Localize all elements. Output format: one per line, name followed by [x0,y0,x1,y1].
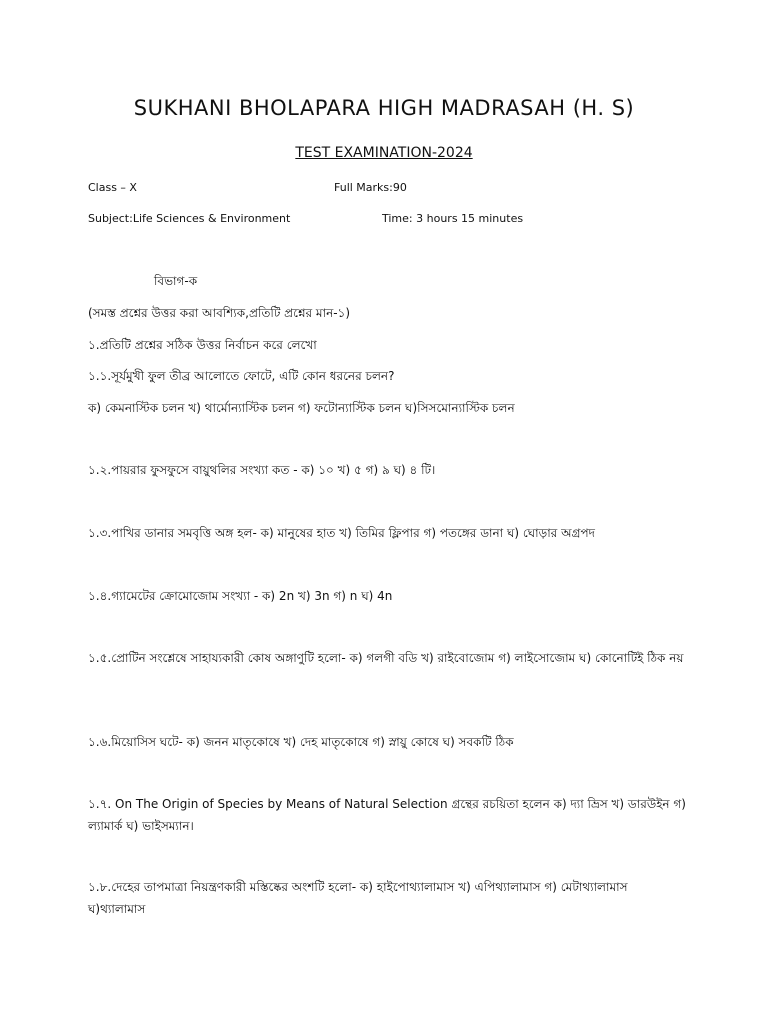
question-1-1-options: ক) কেমনাস্টিক চলন খ) থার্মোন্যাস্টিক চলন গ) ফটোন্যাস্টিক চলন ঘ)সিসমোন্যাস্টিক চলন [88,401,515,415]
subject-label: Subject:Life Sciences & Environment [88,212,291,225]
question-1-7: ১.৭. On The Origin of Species by Means of Natural Selection গ্রন্থের রচয়িতা হলেন ক) দ্যা ভ্রিস খ) ডারউইন গ) ল্যামার্ক ঘ) ভাইসম্যান। [88,797,686,833]
full-marks-label: Full Marks:90 [334,181,407,194]
question-1-2: ১.২.পায়রার ফুসফুসে বায়ুথলির সংখ্যা কত - ক) ১০ খ) ৫ গ) ৯ ঘ) ৪ টি। [88,463,436,477]
question-1-4: ১.৪.গ্যামেটের ক্রোমোজোম সংখ্যা - ক) 2n খ) 3n গ) n ঘ) 4n [88,589,393,603]
question-1-5: ১.৫.প্রোটিন সংশ্লেষে সাহায্যকারী কোষ অঙ্গাণুটি হলো- ক) গলগী বডি খ) রাইবোজোম গ) লাইসোজোম ঘ) কোনোটিই ঠিক নয় [88,651,684,665]
question-1-1: ১.১.সূর্যমুখী ফুল তীব্র আলোতে ফোটে, এটি কোন ধরনের চলন? [88,369,395,383]
question-1-8: ১.৮.দেহের তাপমাত্রা নিয়ন্ত্রণকারী মস্তিষ্কের অংশটি হলো- ক) হাইপোথ্যালামাস খ) এপিথ্যালামাস গ) মেটাথ্যালামাস ঘ)থ্যালামাস [88,880,628,916]
question-1-3: ১.৩.পাখির ডানার সমবৃত্তি অঙ্গ হল- ক) মানুষের হাত খ) তিমির ফ্লিপার গ) পতঙ্গের ডানা ঘ) ঘোড়ার অগ্রপদ [88,526,595,540]
school-name: SUKHANI BHOLAPARA HIGH MADRASAH (H. S) [133,96,635,120]
section-directive: ১.প্রতিটি প্রশ্নের সঠিক উত্তর নির্বাচন করে লেখো [88,338,317,352]
time-label: Time: 3 hours 15 minutes [382,212,524,225]
section-title: বিভাগ-ক [154,274,198,288]
class-label: Class – X [88,181,137,194]
exam-title: TEST EXAMINATION-2024 [295,145,473,161]
section-instruction: (সমস্ত প্রশ্নের উত্তর করা আবশ্যিক,প্রতিটি প্রশ্নের মান-১) [88,306,351,320]
question-1-6: ১.৬.মিয়োসিস ঘটে- ক) জনন মাতৃকোষে খ) দেহ মাতৃকোষে গ) স্নায়ু কোষে ঘ) সবকটি ঠিক [88,735,514,749]
